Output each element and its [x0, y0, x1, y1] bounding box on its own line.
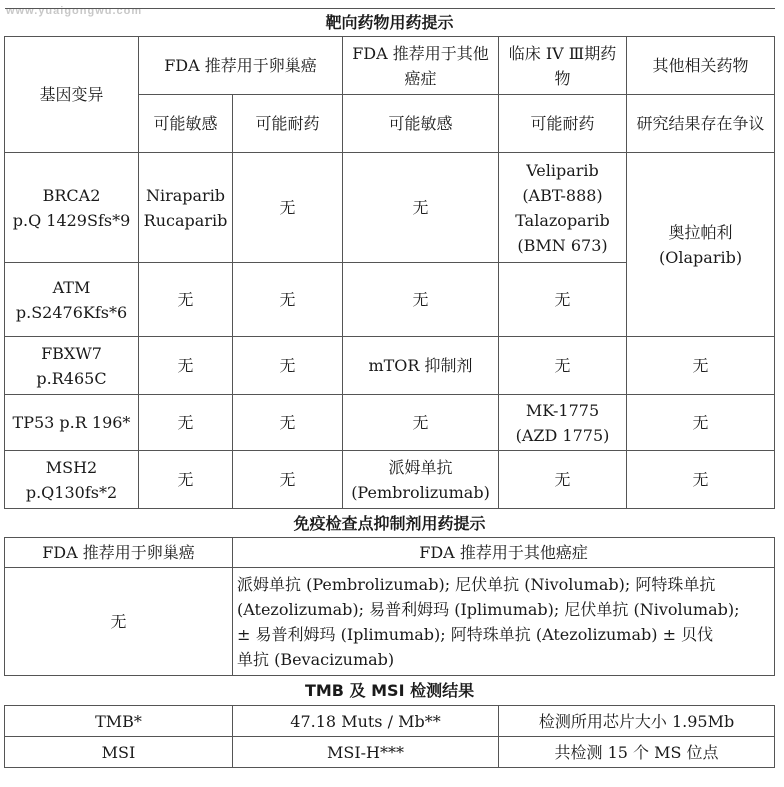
header-sensitive-other: 可能敏感	[343, 95, 499, 153]
drug-name-en: (Olaparib)	[659, 247, 743, 267]
drug-name: MK-1775	[525, 400, 600, 420]
immune-other-drugs	[233, 568, 775, 676]
gene-cell: TP53 p.R 196*	[5, 395, 139, 451]
section-title-tmb-msi: TMB 及 MSI 检测结果	[5, 676, 775, 706]
header-disputed: 研究结果存在争议	[627, 95, 775, 153]
watermark: www.yuaigongwu.com	[6, 5, 143, 17]
result-label: TMB*	[5, 706, 233, 737]
immune-header-other: FDA 推荐用于其他癌症	[233, 538, 775, 568]
drug-line: ± 易普利姆玛 (Iplimumab); 阿特珠单抗 (Atezolizumab) ± 贝伐	[237, 624, 714, 644]
result-note: 共检测 15 个 MS 位点	[499, 737, 775, 768]
drug-name: Talazoparib	[515, 210, 610, 230]
drug-code: (ABT-888)	[522, 185, 603, 205]
immune-ovarian-value: 无	[5, 568, 233, 676]
report-table	[4, 8, 775, 768]
gene-name: MSH2	[45, 457, 98, 477]
drug-line: 单抗 (Bevacizumab)	[237, 649, 395, 669]
result-label: MSI	[5, 737, 233, 768]
ovarian-sensitive-cell: 无	[139, 395, 233, 451]
drug-name: 派姆单抗	[388, 457, 453, 477]
clinical-cell: 无	[499, 263, 627, 337]
other-drug-merged-cell	[627, 153, 775, 337]
gene-name: BRCA2	[42, 185, 101, 205]
ovarian-sensitive-cell	[139, 153, 233, 263]
gene-variant: p.Q 1429Sfs*9	[12, 210, 131, 230]
gene-variant: p.R465C	[36, 368, 107, 388]
other-drug-cell: 无	[627, 395, 775, 451]
header-other: 其他相关药物	[627, 37, 775, 95]
drug-name-en: (Pembrolizumab)	[351, 482, 490, 502]
header-resistant-clinical: 可能耐药	[499, 95, 627, 153]
drug-name: Rucaparib	[143, 210, 228, 230]
header-resistant: 可能耐药	[233, 95, 343, 153]
ovarian-resistant-cell: 无	[233, 263, 343, 337]
ovarian-resistant-cell: 无	[233, 337, 343, 395]
ovarian-sensitive-cell: 无	[139, 337, 233, 395]
result-value: MSI-H***	[233, 737, 499, 768]
gene-cell	[5, 337, 139, 395]
result-value: 47.18 Muts / Mb**	[233, 706, 499, 737]
clinical-cell	[499, 153, 627, 263]
other-drug-cell: 无	[627, 451, 775, 509]
gene-name: ATM	[52, 277, 91, 297]
clinical-cell: 无	[499, 451, 627, 509]
header-gene: 基因变异	[5, 37, 139, 153]
header-clinical: 临床 IV Ⅲ期药物	[499, 37, 627, 95]
drug-code: (AZD 1775)	[515, 425, 610, 445]
gene-cell	[5, 263, 139, 337]
ovarian-resistant-cell: 无	[233, 153, 343, 263]
drug-name: Niraparib	[145, 185, 226, 205]
drug-line: (Atezolizumab); 易普利姆玛 (Iplimumab); 尼伏单抗 (Nivolumab);	[237, 599, 740, 619]
header-fda-other: FDA 推荐用于其他癌症	[343, 37, 499, 95]
drug-name: 奥拉帕利	[668, 222, 733, 242]
gene-name: FBXW7	[41, 343, 102, 363]
section-title-targeted: 靶向药物用药提示	[5, 9, 775, 37]
gene-cell	[5, 451, 139, 509]
gene-variant: p.Q130fs*2	[25, 482, 118, 502]
result-note: 检测所用芯片大小 1.95Mb	[499, 706, 775, 737]
ovarian-resistant-cell: 无	[233, 451, 343, 509]
other-sensitive-cell: mTOR 抑制剂	[343, 337, 499, 395]
ovarian-sensitive-cell: 无	[139, 451, 233, 509]
immune-header-ovarian: FDA 推荐用于卵巢癌	[5, 538, 233, 568]
clinical-cell: 无	[499, 337, 627, 395]
ovarian-sensitive-cell: 无	[139, 263, 233, 337]
drug-code: (BMN 673)	[517, 235, 608, 255]
header-sensitive: 可能敏感	[139, 95, 233, 153]
other-sensitive-cell: 无	[343, 395, 499, 451]
other-drug-cell: 无	[627, 337, 775, 395]
section-title-immune: 免疫检查点抑制剂用药提示	[5, 509, 775, 538]
ovarian-resistant-cell: 无	[233, 395, 343, 451]
clinical-cell	[499, 395, 627, 451]
drug-line: 派姆单抗 (Pembrolizumab); 尼伏单抗 (Nivolumab); 阿特珠单抗	[237, 574, 716, 594]
other-sensitive-cell: 无	[343, 263, 499, 337]
gene-cell	[5, 153, 139, 263]
header-fda-ovarian: FDA 推荐用于卵巢癌	[139, 37, 343, 95]
other-sensitive-cell: 无	[343, 153, 499, 263]
drug-name: Veliparib	[526, 160, 599, 180]
other-sensitive-cell	[343, 451, 499, 509]
gene-variant: p.S2476Kfs*6	[15, 302, 128, 322]
